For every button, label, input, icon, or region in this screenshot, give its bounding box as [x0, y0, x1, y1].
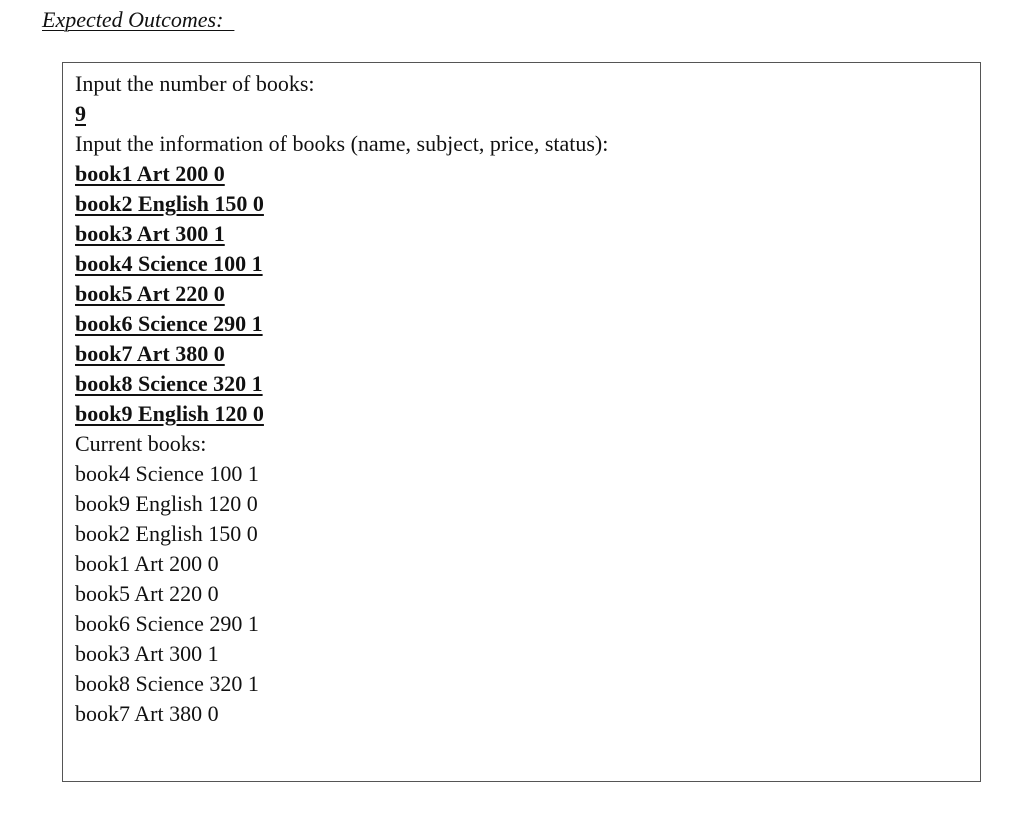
console-output-box: [62, 62, 981, 782]
current-book-line: book1 Art 200 0: [75, 551, 219, 576]
input-book-list: [75, 159, 980, 429]
current-book-line: book6 Science 290 1: [75, 611, 259, 636]
current-book-line: book8 Science 320 1: [75, 671, 259, 696]
input-book-line: book8 Science 320 1: [75, 371, 263, 396]
input-book-line: book3 Art 300 1: [75, 221, 225, 246]
count-input-value: 9: [75, 101, 86, 126]
current-book-line: book2 English 150 0: [75, 521, 258, 546]
input-book-line: book1 Art 200 0: [75, 161, 225, 186]
expected-outcomes-heading: Expected Outcomes:: [42, 7, 235, 32]
info-prompt: Input the information of books (name, subject, price, status):: [75, 131, 609, 156]
input-book-line: book6 Science 290 1: [75, 311, 263, 336]
input-book-line: book9 English 120 0: [75, 401, 264, 426]
count-prompt: Input the number of books:: [75, 71, 315, 96]
input-book-line: book7 Art 380 0: [75, 341, 225, 366]
input-book-line: book5 Art 220 0: [75, 281, 225, 306]
current-books-label: Current books:: [75, 431, 207, 456]
current-book-line: book7 Art 380 0: [75, 701, 219, 726]
current-book-line: book3 Art 300 1: [75, 641, 219, 666]
input-book-line: book4 Science 100 1: [75, 251, 263, 276]
current-book-line: book9 English 120 0: [75, 491, 258, 516]
current-book-list: [75, 459, 980, 729]
current-book-line: book4 Science 100 1: [75, 461, 259, 486]
input-book-line: book2 English 150 0: [75, 191, 264, 216]
current-book-line: book5 Art 220 0: [75, 581, 219, 606]
